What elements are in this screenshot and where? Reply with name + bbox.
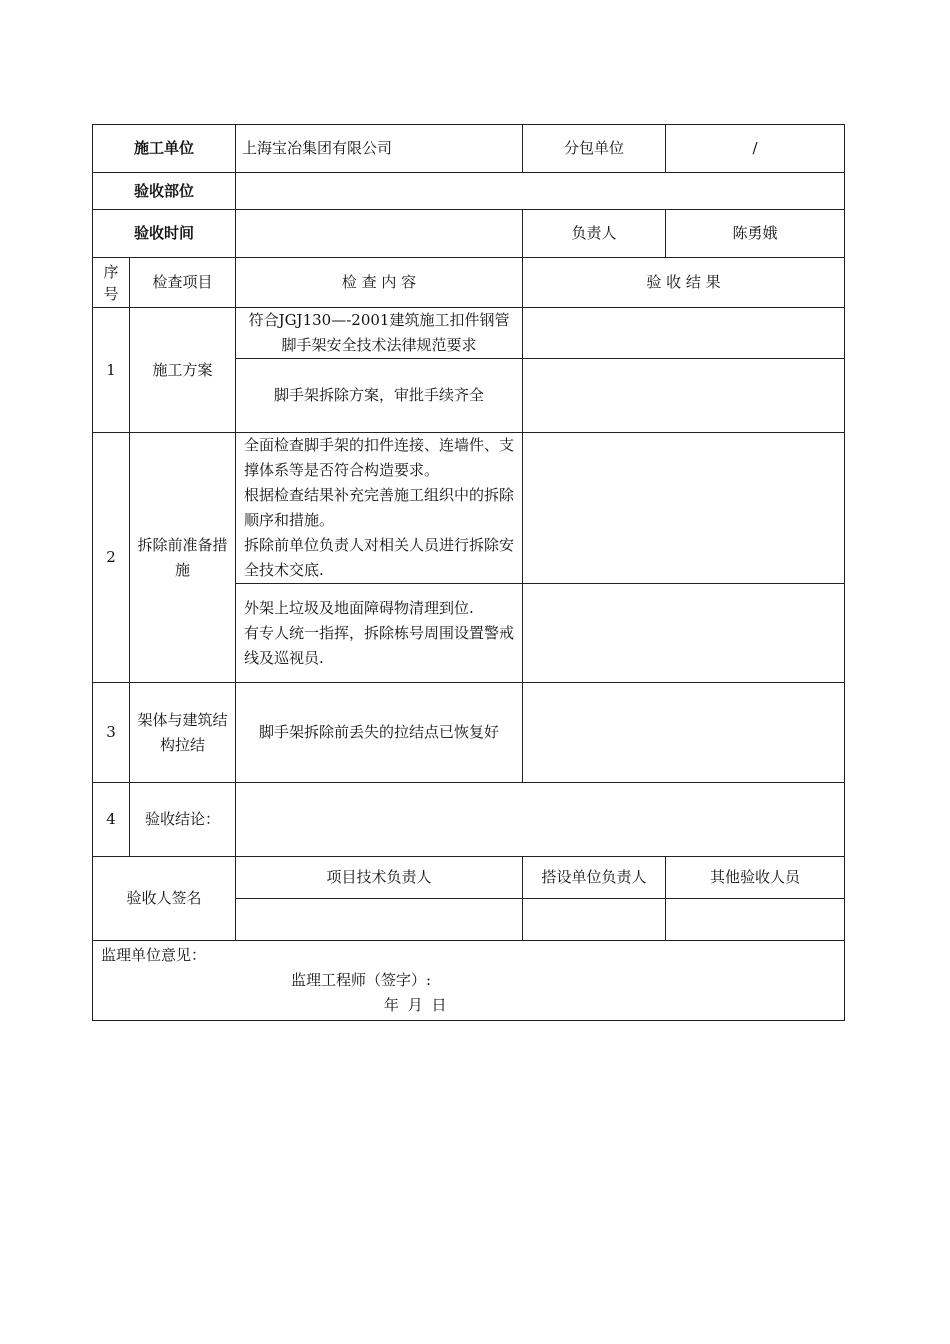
- table-row: [93, 783, 845, 857]
- row-2-content-1: 全面检查脚手架的扣件连接、连墙件、支撑体系等是否符合构造要求。 根据检查结果补充完善施工组织中的拆除顺序和措施。 拆除前单位负责人对相关人员进行拆除安全技术交底.: [236, 433, 523, 584]
- row-1-content-1: 符合JGJ130—-2001建筑施工扣件钢管脚手架安全技术法律规范要求: [236, 308, 523, 359]
- construction-unit-label: 施工单位: [93, 125, 236, 173]
- row-1-seq: 1: [93, 308, 130, 433]
- other-inspectors-label: 其他验收人员: [666, 857, 845, 899]
- supervision-date-label: 年 月 日: [384, 996, 449, 1014]
- supervision-opinion-label: 监理单位意见：: [101, 946, 207, 964]
- row-3-seq: 3: [93, 683, 130, 783]
- erector-lead-label: 搭设单位负责人: [523, 857, 666, 899]
- col-header-item: 检查项目: [130, 258, 236, 308]
- header-row-construction-unit: [93, 125, 845, 173]
- signature-header-row: [93, 857, 845, 899]
- row-1-item: 施工方案: [130, 308, 236, 433]
- acceptance-form-table: [92, 124, 845, 1021]
- row-2-seq: 2: [93, 433, 130, 683]
- table-row: [93, 683, 845, 783]
- responsible-label: 负责人: [523, 210, 666, 258]
- tech-lead-label: 项目技术负责人: [236, 857, 523, 899]
- responsible-value[interactable]: 陈勇娥: [666, 210, 845, 258]
- erector-lead-signature-field[interactable]: [523, 899, 666, 941]
- row-4-seq: 4: [93, 783, 130, 857]
- tech-lead-signature-field[interactable]: [236, 899, 523, 941]
- col-header-result: 验 收 结 果: [523, 258, 845, 308]
- header-row-acceptance-time: [93, 210, 845, 258]
- col-header-seq: 序 号: [93, 258, 130, 308]
- row-2-result-2[interactable]: [523, 584, 845, 683]
- signature-label: 验收人签名: [93, 857, 236, 941]
- supervision-row: [93, 941, 845, 1021]
- table-row: [93, 433, 845, 584]
- row-4-item: 验收结论：: [130, 783, 236, 857]
- row-1-result-2[interactable]: [523, 359, 845, 433]
- supervision-opinion-field[interactable]: [93, 941, 845, 1021]
- construction-unit-value[interactable]: 上海宝冶集团有限公司: [236, 125, 523, 173]
- acceptance-time-value[interactable]: [236, 210, 523, 258]
- subcontractor-label: 分包单位: [523, 125, 666, 173]
- row-1-result-1[interactable]: [523, 308, 845, 359]
- col-header-content: 检 查 内 容: [236, 258, 523, 308]
- row-3-item: 架体与建筑结构拉结: [130, 683, 236, 783]
- supervision-engineer-label: 监理工程师（签字）:: [291, 971, 432, 989]
- column-header-row: [93, 258, 845, 308]
- row-1-content-2: 脚手架拆除方案，审批手续齐全: [236, 359, 523, 433]
- row-3-content-1: 脚手架拆除前丢失的拉结点已恢复好: [236, 683, 523, 783]
- acceptance-part-value[interactable]: [236, 173, 845, 210]
- row-2-result-1[interactable]: [523, 433, 845, 584]
- row-2-content-2: 外架上垃圾及地面障碍物清理到位. 有专人统一指挥，拆除栋号周围设置警戒线及巡视员.: [236, 584, 523, 683]
- row-3-result-1[interactable]: [523, 683, 845, 783]
- acceptance-part-label: 验收部位: [93, 173, 236, 210]
- header-row-acceptance-part: [93, 173, 845, 210]
- subcontractor-value[interactable]: /: [666, 125, 845, 173]
- table-row: [93, 308, 845, 359]
- acceptance-time-label: 验收时间: [93, 210, 236, 258]
- conclusion-field[interactable]: [236, 783, 845, 857]
- row-2-item: 拆除前准备措施: [130, 433, 236, 683]
- other-inspectors-signature-field[interactable]: [666, 899, 845, 941]
